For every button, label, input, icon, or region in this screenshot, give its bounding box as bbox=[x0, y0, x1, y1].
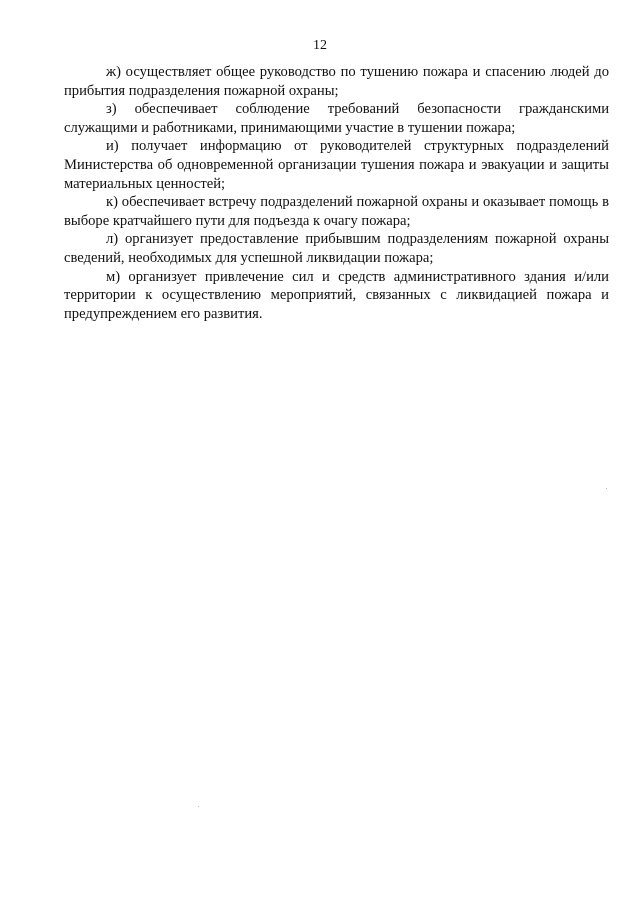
paragraph-z: з) обеспечивает соблюдение требований безопасности гражданскими служащими и работниками, принимающими участие в тушении пожара; bbox=[64, 101, 609, 136]
scan-speck bbox=[198, 806, 199, 807]
paragraph-zh: ж) осуществляет общее руководство по тушению пожара и спасению людей до прибытия подразделения пожарной охраны; bbox=[64, 64, 609, 99]
document-body bbox=[64, 63, 609, 323]
paragraph-m: м) организует привлечение сил и средств административного здания и/или территории к осуществлению мероприятий, связанных с ликвидацией пожара и предупреждением его развития. bbox=[64, 268, 609, 322]
paragraph-l: л) организует предоставление прибывшим подразделениям пожарной охраны сведений, необходимых для успешной ликвидации пожара; bbox=[64, 231, 609, 266]
scan-speck bbox=[606, 488, 607, 489]
paragraph-i: и) получает информацию от руководителей структурных подразделений Министерства об одновременной организации тушения пожара и эвакуации и защиты материальных ценностей; bbox=[64, 138, 609, 192]
page-number: 12 bbox=[313, 38, 327, 53]
paragraph-k: к) обеспечивает встречу подразделений пожарной охраны и оказывает помощь в выборе кратчайшего пути для подъезда к очагу пожара; bbox=[64, 194, 609, 229]
